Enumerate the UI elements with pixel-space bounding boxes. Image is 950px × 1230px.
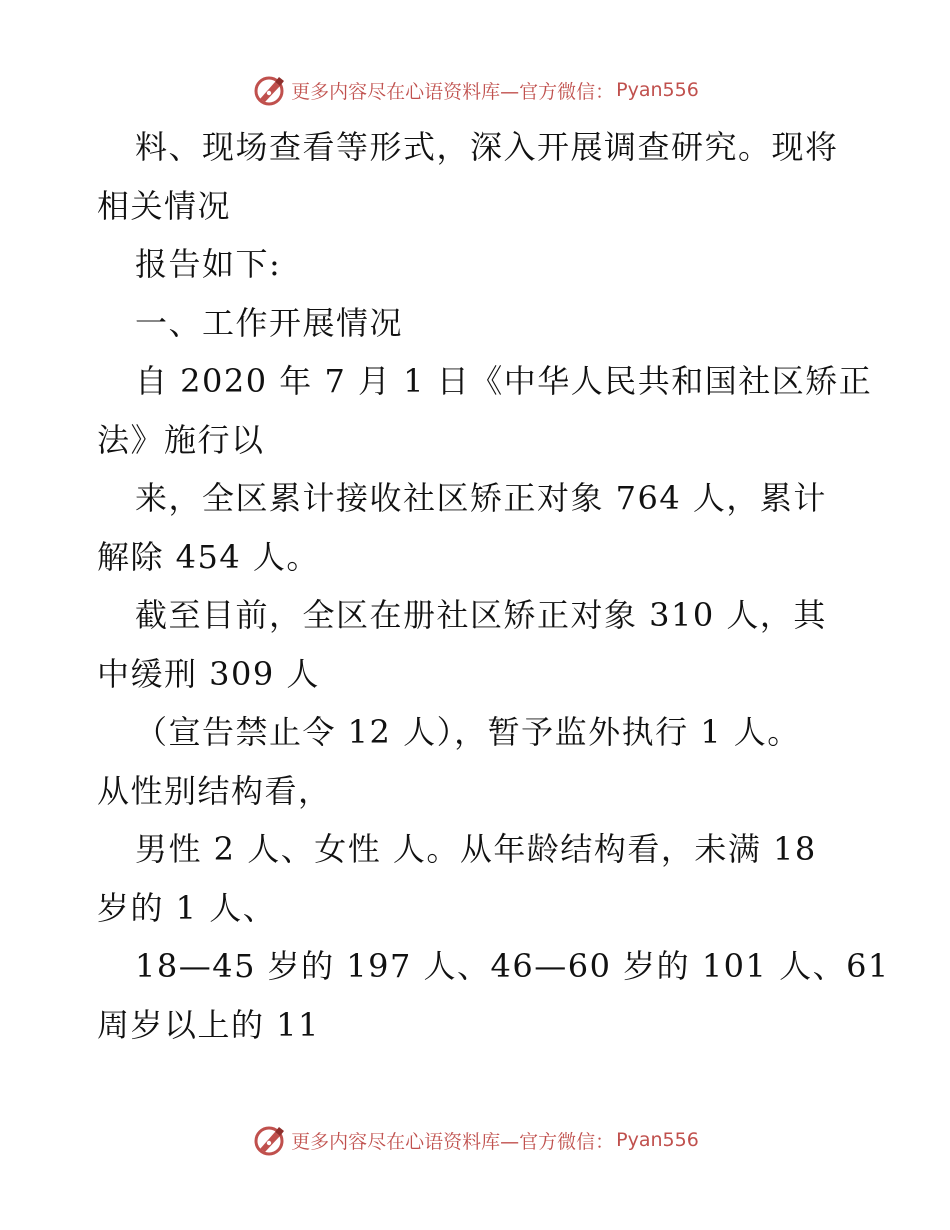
text-line: 18—45 岁的 197 人、46—60 岁的 101 人、61 (135, 947, 890, 985)
footer-watermark (0, 1120, 950, 1160)
text-line: 自 2020 年 7 月 1 日《中华人民共和国社区矫正 (135, 362, 873, 400)
text-line: 岁的 1 人、 (97, 888, 277, 927)
text-line: 料、现场查看等形式，深入开展调查研究。现将 (135, 128, 839, 166)
text-line: 来，全区累计接收社区矫正对象 764 人，累计 (135, 479, 827, 517)
text-line: 法》施行以 (97, 420, 265, 459)
text-line: （宣告禁止令 12 人），暂予监外执行 1 人。 (135, 713, 801, 751)
pen-logo-icon (251, 1122, 287, 1158)
text-line: 截至目前，全区在册社区矫正对象 310 人，其 (135, 596, 827, 634)
document-body (97, 118, 890, 1054)
watermark-wechat-id: Pyan556 (616, 1129, 699, 1151)
watermark-wechat-id: Pyan556 (616, 79, 699, 101)
text-line: 男性 2 人、女性 人。从年龄结构看，未满 18 (135, 830, 817, 868)
text-line: 周岁以上的 11 (97, 1005, 320, 1044)
watermark-text: 更多内容尽在心语资料库—官方微信： (291, 80, 615, 103)
pen-logo-icon (251, 72, 287, 108)
header-watermark (0, 70, 950, 110)
watermark-text: 更多内容尽在心语资料库—官方微信： (291, 1130, 615, 1153)
text-line: 报告如下: (135, 245, 282, 283)
text-line: 从性别结构看， (97, 771, 332, 810)
text-line: 相关情况 (97, 186, 232, 225)
text-line: 中缓刑 309 人 (97, 654, 320, 693)
text-line: 解除 454 人。 (97, 537, 320, 576)
text-line: 一、工作开展情况 (135, 303, 404, 342)
